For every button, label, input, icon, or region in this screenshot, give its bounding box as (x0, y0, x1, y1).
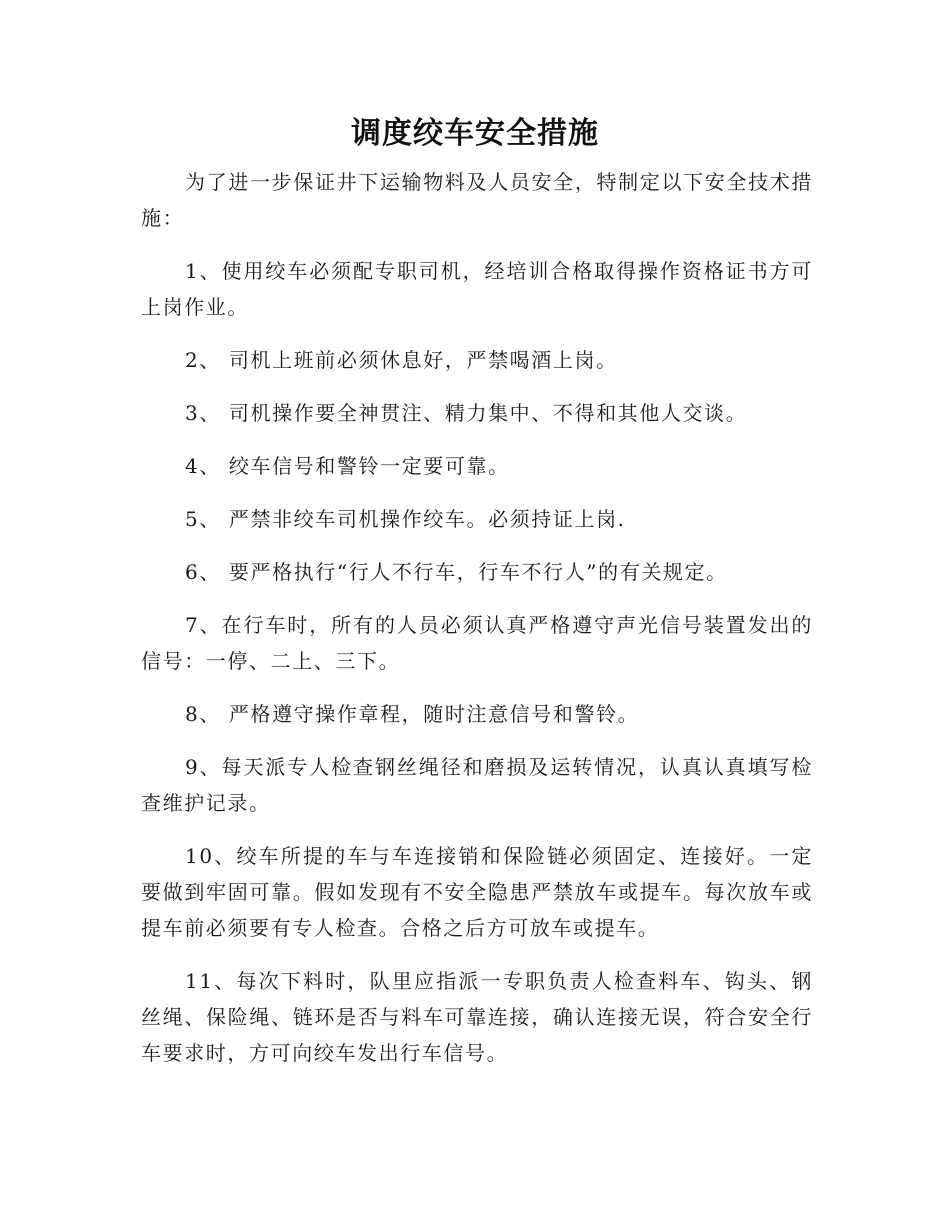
measure-item-2: 2、 司机上班前必须休息好，严禁喝酒上岗。 (185, 348, 618, 372)
measure-item-10: 10、绞车所提的车与车连接销和保险链必须固定、连接好。一定要做到牢固可靠。假如发现有不安全隐患严禁放车或提车。每次放车或提车前必须要有专人检查。合格之后方可放车或提车。 (141, 844, 813, 940)
document-title: 调度绞车安全措施 (351, 116, 599, 151)
measure-item-6: 6、 要严格执行“行人不行车，行车不行人”的有关规定。 (185, 560, 728, 584)
measure-item-4: 4、 绞车信号和警铃一定要可靠。 (185, 454, 510, 478)
measure-item-8: 8、 严格遵守操作章程，随时注意信号和警铃。 (185, 702, 640, 726)
measure-item-9: 9、每天派专人检查钢丝绳径和磨损及运转情况，认真认真填写检查维护记录。 (141, 755, 813, 815)
intro-paragraph: 为了进一步保证井下运输物料及人员安全，特制定以下安全技术措施： (141, 170, 813, 230)
measure-item-1: 1、使用绞车必须配专职司机，经培训合格取得操作资格证书方可上岗作业。 (141, 259, 813, 319)
measure-item-3: 3、 司机操作要全神贯注、精力集中、不得和其他人交谈。 (185, 401, 748, 425)
measure-item-11: 11、每次下料时，队里应指派一专职负责人检查料车、钩头、钢丝绳、保险绳、链环是否与料车可靠连接，确认连接无误，符合安全行车要求时，方可向绞车发出行车信号。 (141, 969, 813, 1065)
measure-item-5: 5、 严禁非绞车司机操作绞车。必须持证上岗. (185, 507, 626, 531)
measure-item-7: 7、在行车时，所有的人员必须认真严格遵守声光信号装置发出的信号：一停、二上、三下。 (141, 613, 813, 673)
